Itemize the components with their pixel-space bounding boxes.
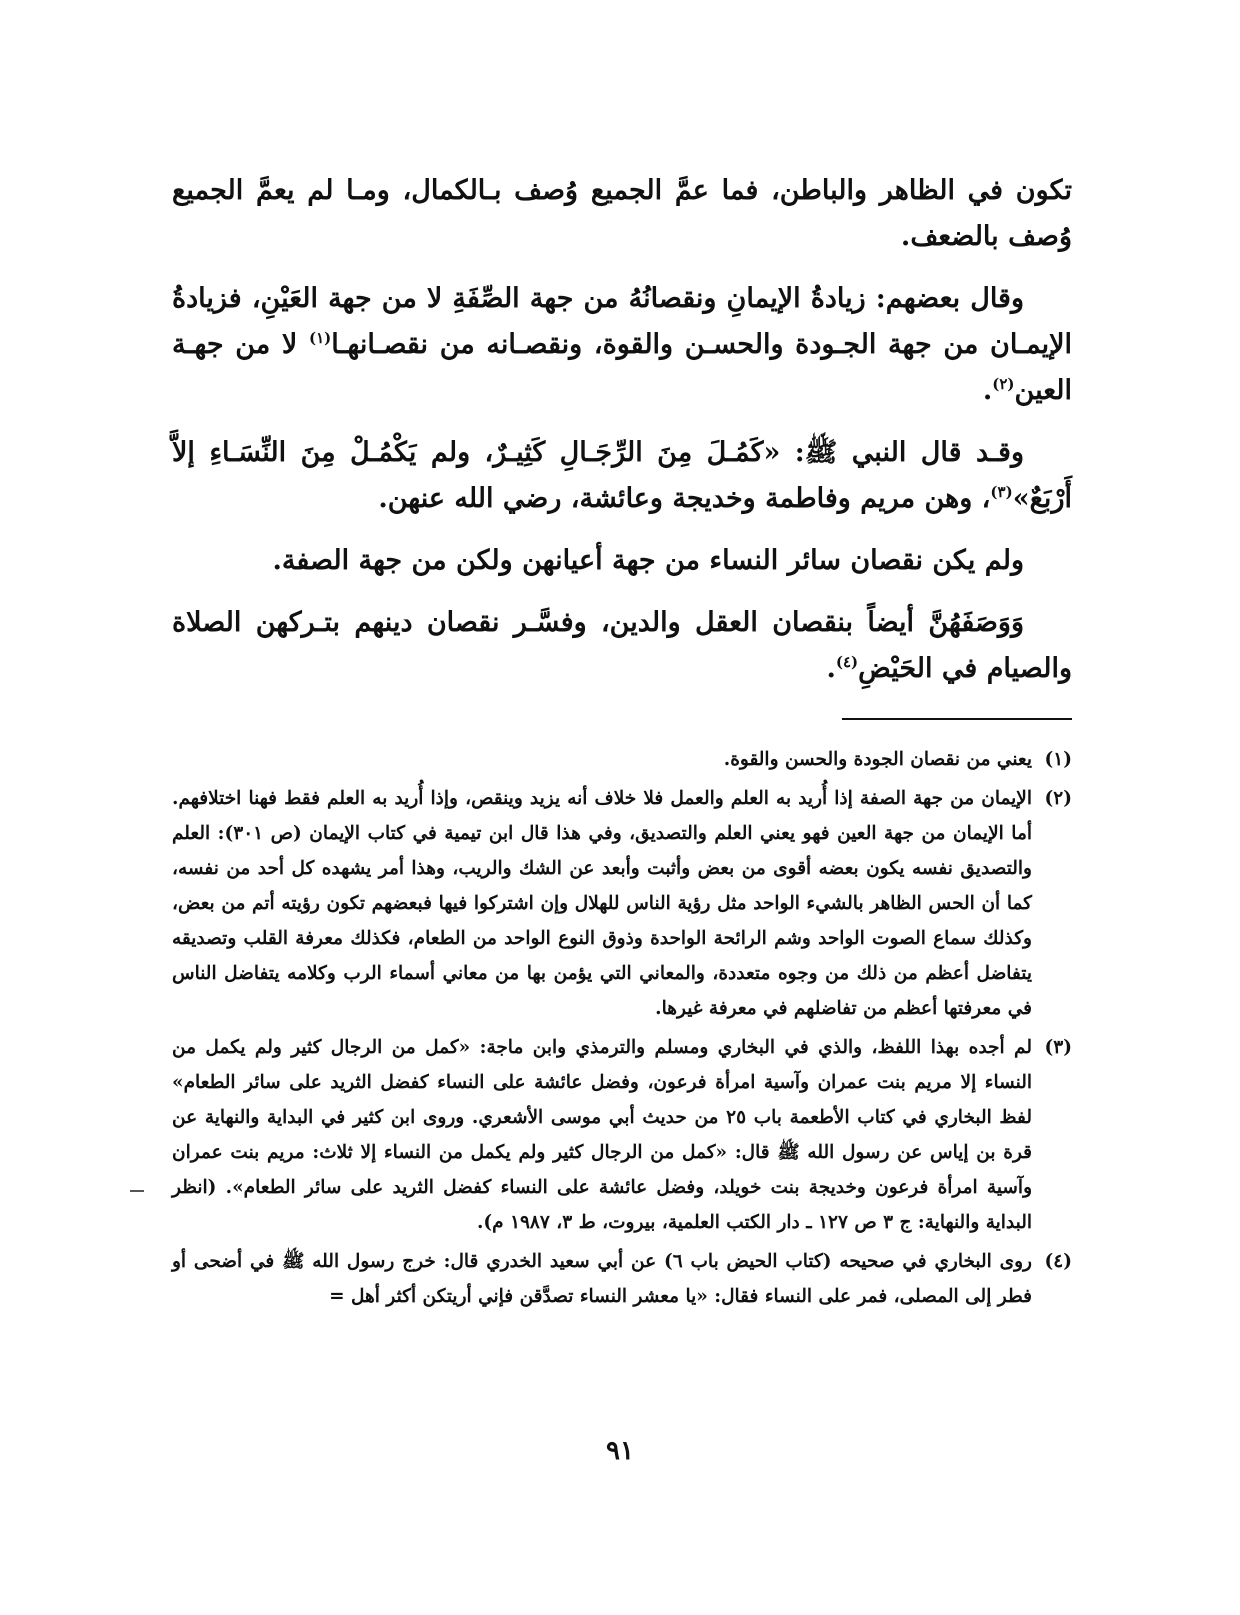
paragraph-3 [172,430,1072,522]
footnote-ref-1[interactable]: (١) [308,329,332,347]
paragraph-2 [172,276,1072,414]
paragraph-1 [172,168,1072,260]
paragraph-4-text: ولم يكن نقصان سائر النساء من جهة أعيانهن ولكن من جهة الصفة. [272,545,1024,576]
page-number: ٩١ [606,1436,634,1466]
footnote-ref-3[interactable]: (٣) [990,483,1013,501]
paragraph-5-text: وَوَصَفَهُنَّ أيضاً بنقصان العقل والدين، وفسَّـر نقصان دينهم بتـركهن الصلاة والصيام في الحَيْضِ [172,607,1072,684]
paragraph-5-period: . [826,653,836,684]
footnote-text: الإيمان من جهة الصفة إذا أُريد به العلم والعمل فلا خلاف أنه يزيد وينقص، وإذا أُريد به العلم فقط فهنا اختلافهم. أما الإيمان من جهة العين فهو يعني العلم والتصديق، وفي هذا قال ابن تيمية في كتاب الإيمان (ص ٣٠١): العلم والتصديق نفسه يكون بعضه أقوى من بعض وأثبت وأبعد عن الشك والريب، وهذا أمر يشهده كل أحد من نفسه، كما أن الحس الظاهر بالشيء الواحد مثل رؤية الناس للهلال وإن اشتركوا فيها فبعضهم تكون رؤيته أتم من بعض، وكذلك سماع الصوت الواحد وشم الرائحة الواحدة وذوق النوع الواحد من الطعام، فكذلك معرفة القلب وتصديقه يتفاضل أعظم من ذلك من وجوه متعددة، والمعاني التي يؤمن بها من معاني أسماء الرب وكلامه يتفاضل الناس في معرفتها أعظم من تفاضلهم في معرفة غيرها. [172,788,1032,1019]
paragraph-2-period: . [982,375,993,406]
footnote-2 [172,781,1072,1026]
paragraph-5 [172,600,1072,692]
footnote-3 [172,1030,1072,1240]
footnote-4 [172,1244,1072,1314]
footnote-separator-wrap [172,708,1072,742]
footnote-text: لم أجده بهذا اللفظ، والذي في البخاري ومسلم والترمذي وابن ماجة: «كمل من الرجال كثير ولم يكمل من النساء إلا مريم بنت عمران وآسية امرأة فرعون، وفضل عائشة على النساء كفضل الثريد على سائر الطعام» لفظ البخاري في كتاب الأطعمة باب ٢٥ من حديث أبي موسى الأشعري. وروى ابن كثير في البداية والنهاية عن قرة بن إياس عن رسول الله ﷺ قال: «كمل من الرجال كثير ولم يكمل من النساء إلا ثلاث: مريم بنت عمران وآسية امرأة فرعون وخديجة بنت خويلد، وفضل عائشة على النساء كفضل الثريد على سائر الطعام». (انظر البداية والنهاية: ج ٣ ص ١٢٧ ـ دار الكتب العلمية، بيروت، ط ٣، ١٩٨٧ م). [172,1037,1032,1233]
paragraph-3-tail: ، وهن مريم وفاطمة وخديجة وعائشة، رضي الله عنهن. [378,483,991,514]
paragraph-2-tail: لا من جهـة العين [172,329,1072,406]
footnotes [172,742,1072,1314]
footnote-ref-2[interactable]: (٢) [992,375,1015,393]
paragraph-4 [172,538,1072,584]
footnote-ref-4[interactable]: (٤) [835,653,859,671]
footnote-number: (٣) [1044,1037,1072,1058]
footnote-separator [842,718,1072,720]
paragraph-2-text: وقال بعضهم: زيادةُ الإيمانِ ونقصانُهُ من جهة الصِّفَةِ لا من جهة العَيْنِ، فزيادةُ الإيمـان من جهة الجـودة والحسـن والقوة، ونقصـانه من نقصـانهـا [172,283,1072,360]
footnote-1 [172,742,1072,777]
footnote-text: يعني من نقصان الجودة والحسن والقوة. [723,749,1032,770]
footnote-number: (١) [1044,749,1072,770]
main-text [172,168,1072,692]
footnote-number: (٤) [1044,1251,1072,1272]
scan-edge-mark [130,1190,144,1192]
paragraph-1-text: تكون في الظاهر والباطن، فما عمَّ الجميع وُصف بـالكمال، ومـا لم يعمَّ الجميع وُصف بالضعف. [172,175,1072,252]
page-body [172,168,1072,1318]
paragraph-3-text: وقـد قال النبي ﷺ: «كَمُـلَ مِنَ الرِّجَـالِ كَثِيـرٌ، ولم يَكْمُـلْ مِنَ النِّسَـاءِ إلاَّ أَرْبَعٌ» [172,437,1072,514]
footnote-text: روى البخاري في صحيحه (كتاب الحيض باب ٦) عن أبي سعيد الخدري قال: خرج رسول الله ﷺ في أضحى أو فطر إلى المصلى، فمر على النساء فقال: «يا معشر النساء تصدَّقن فإني أريتكن أكثر أهل = [172,1251,1032,1307]
footnote-number: (٢) [1044,788,1072,809]
